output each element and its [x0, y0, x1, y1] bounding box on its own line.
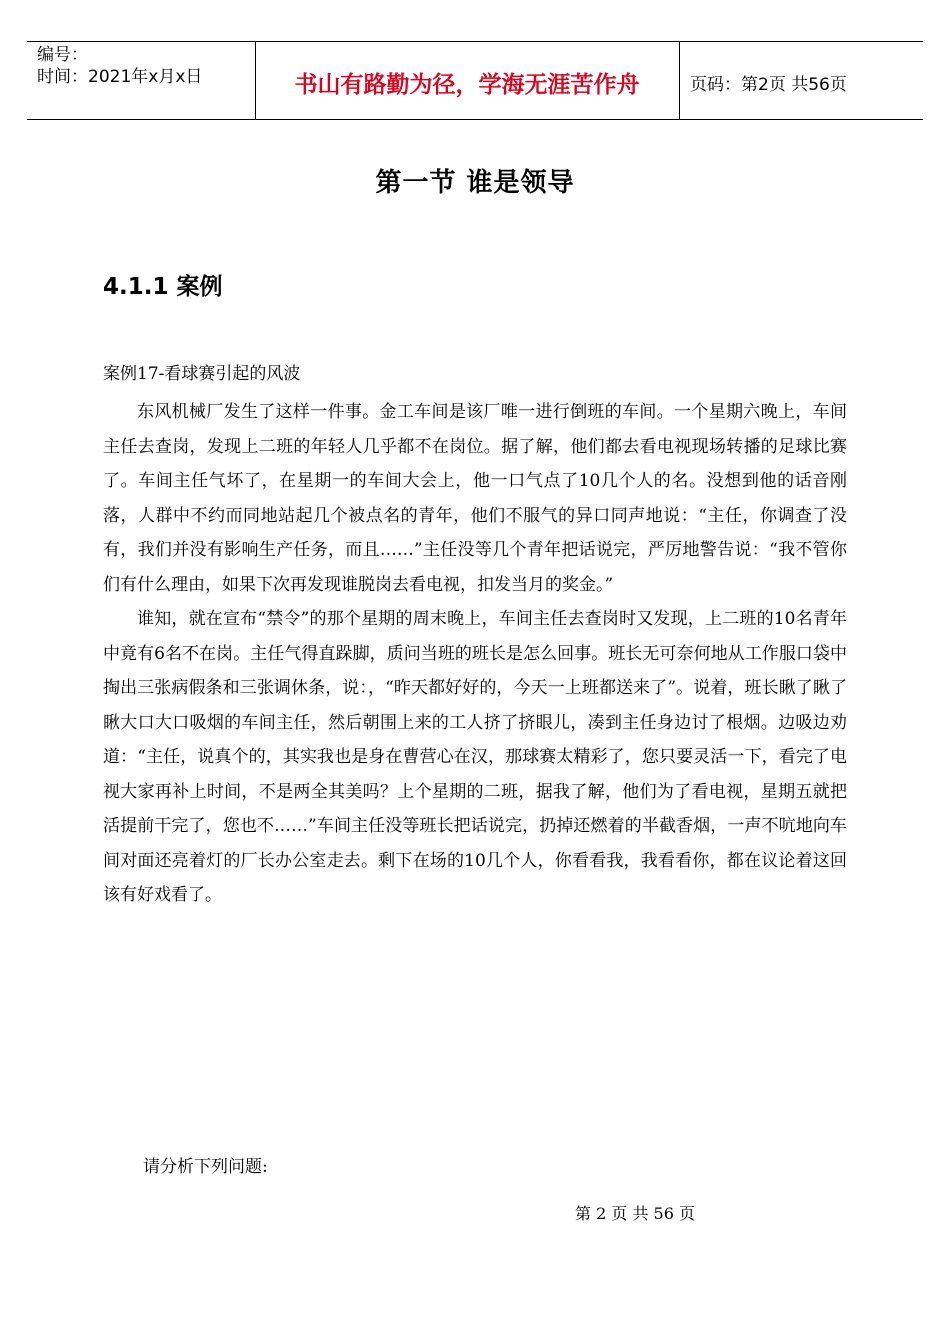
- header-meta: [37, 44, 202, 88]
- page-header: [27, 41, 923, 120]
- case-body: [103, 395, 847, 913]
- case-paragraph: 东风机械厂发生了这样一件事。金工车间是该厂唯一进行倒班的车间。一个星期六晚上，车间主任去查岗，发现上二班的年轻人几乎都不在岗位。据了解，他们都去看电视现场转播的足球比赛了。车间主任气坏了，在星期一的车间大会上，他一口气点了10几个人的名。没想到他的话音刚落，人群中不约而同地站起几个被点名的青年，他们不服气的异口同声地说：“主任，你调查了没有，我们并没有影响生产任务，而且……”主任没等几个青年把话说完，严厉地警告说：“我不管你们有什么理由，如果下次再发现谁脱岗去看电视，扣发当月的奖金。”: [103, 402, 847, 595]
- chapter-title: 第一节 谁是领导: [375, 168, 575, 198]
- document-date: 时间：2021年x月x日: [37, 67, 203, 87]
- question-prompt: 请分析下列问题:: [143, 1157, 268, 1177]
- page-footer: 第 2 页 共 56 页: [575, 1204, 695, 1223]
- header-divider: [679, 42, 680, 119]
- header-page-info: 页码：第2页 共56页: [690, 75, 847, 95]
- case-title: 案例17-看球赛引起的风波: [103, 364, 301, 384]
- document-number-label: 编号：: [37, 45, 88, 65]
- section-heading: 4.1.1 案例: [103, 274, 223, 300]
- header-motto: 书山有路勤为径，学海无涯苦作舟: [294, 72, 640, 98]
- case-paragraph: 谁知，就在宣布“禁令”的那个星期的周末晚上，车间主任去查岗时又发现，上二班的10名青年中竟有6名不在岗。主任气得直跺脚，质问当班的班长是怎么回事。班长无可奈何地从工作服口袋中掏出三张病假条和三张调休条，说：，“昨天都好好的，今天一上班都送来了”。说着，班长瞅了瞅了瞅大口大口吸烟的车间主任，然后朝围上来的工人挤了挤眼儿，凑到主任身边讨了根烟。边吸边劝道：“主任，说真个的，其实我也是身在曹营心在汉，那球赛太精彩了，您只要灵活一下，看完了电视大家再补上时间，不是两全其美吗？上个星期的二班，据我了解，他们为了看电视，星期五就把活提前干完了，您也不……”车间主任没等班长把话说完，扔掉还燃着的半截香烟，一声不吭地向车间对面还亮着灯的厂长办公室走去。剩下在场的10几个人，你看看我，我看看你，都在议论着这回该有好戏看了。: [103, 609, 847, 905]
